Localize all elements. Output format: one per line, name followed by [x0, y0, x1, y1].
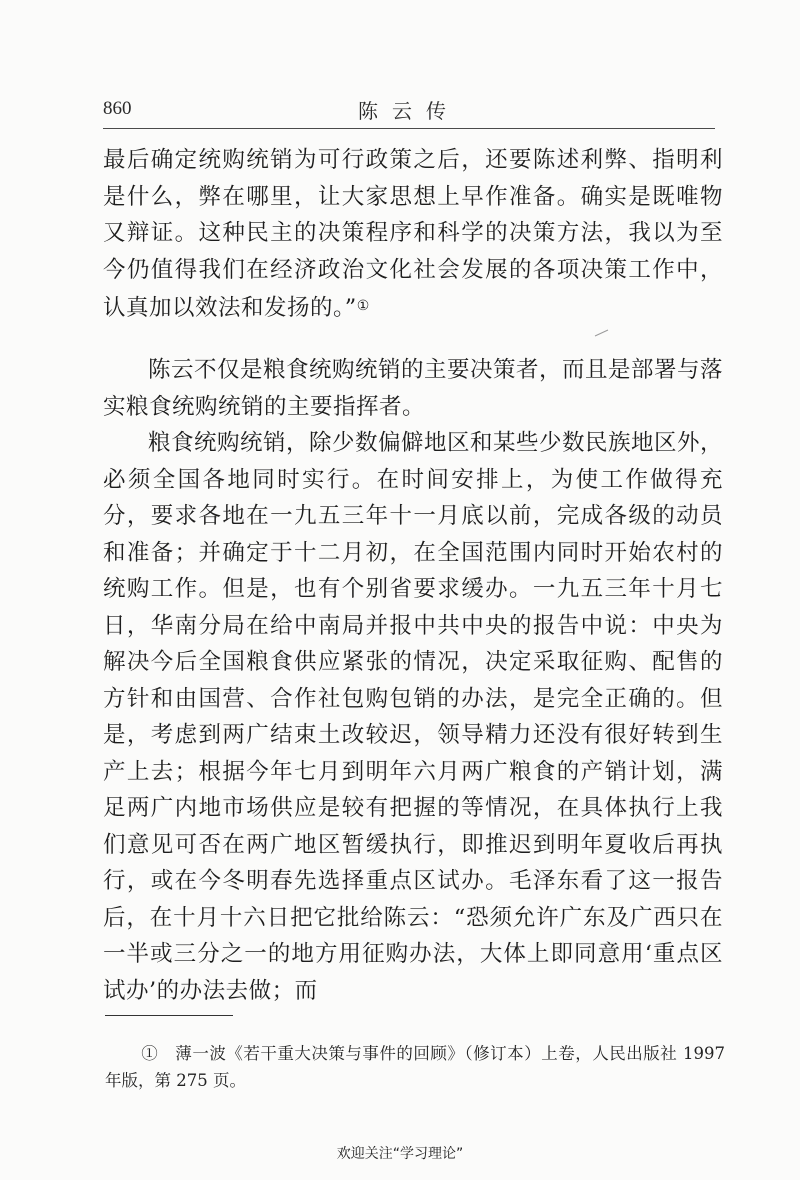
header-rule — [103, 128, 715, 129]
paragraph-commander: 陈云不仅是粮食统购统销的主要决策者，而且是部署与落实粮食统购统销的主要指挥者。 — [103, 357, 724, 420]
page-number: 860 — [103, 98, 132, 119]
footnote-rule — [105, 1015, 233, 1016]
pen-mark-decoration — [594, 328, 610, 338]
continued-paragraph-text: 最后确定统购统销为可行政策之后，还要陈述利弊、指明利是什么，弊在哪里，让大家思想上早作准备。确实是既唯物又辩证。这种民主的决策程序和科学的决策方法，我以为至今仍值得我们在经济政治文化社会发展的各项决策工作中，认真加以效法和发扬的。” — [103, 147, 723, 321]
paragraph-implementation: 粮食统购统销，除少数偏僻地区和某些少数民族地区外，必须全国各地同时实行。在时间安排上，为使工作做得充分，要求各地在一九五三年十一月底以前，完成各级的动员和准备；并确定于十二月初，在全国范围内同时开始农村的统购工作。但是，也有个别省要求缓办。一九五三年十月七日，华南分局在给中南局并报中共中央的报告中说：中央为解决今后全国粮食供应紧张的情况，决定采取征购、配售的方针和由国营、合作社包购包销的办法，是完全正确的。但是，考虑到两广结束土改较迟，领导精力还没有很好转到生产上去；根据今年七月到明年六月两广粮食的产销计划，满足两广内地市场供应是较有把握的等情况，在具体执行上我们意见可否在两广地区暂缓执行，即推迟到明年夏收后再执行，或在今冬明春先选择重点区试办。毛泽东看了这一报告后，在十月十六日把它批给陈云：“恐须允许广东及广西只在一半或三分之一的地方用征购办法，大体上即同意用‘重点区试办’的办法去做；而 — [103, 430, 724, 1004]
continued-paragraph-block — [103, 142, 723, 327]
footnote: ① 薄一波《若干重大决策与事件的回顾》（修订本）上卷，人民出版社 1997 年版，第 275 页。 — [105, 1044, 725, 1090]
main-text-block — [103, 352, 723, 1009]
continued-paragraph — [103, 142, 723, 327]
page-header — [103, 94, 715, 130]
running-title: 陈云传 — [358, 99, 460, 123]
page-footer: 欢迎关注“学习理论” — [336, 1146, 464, 1162]
footnote-reference: ① — [356, 298, 370, 314]
